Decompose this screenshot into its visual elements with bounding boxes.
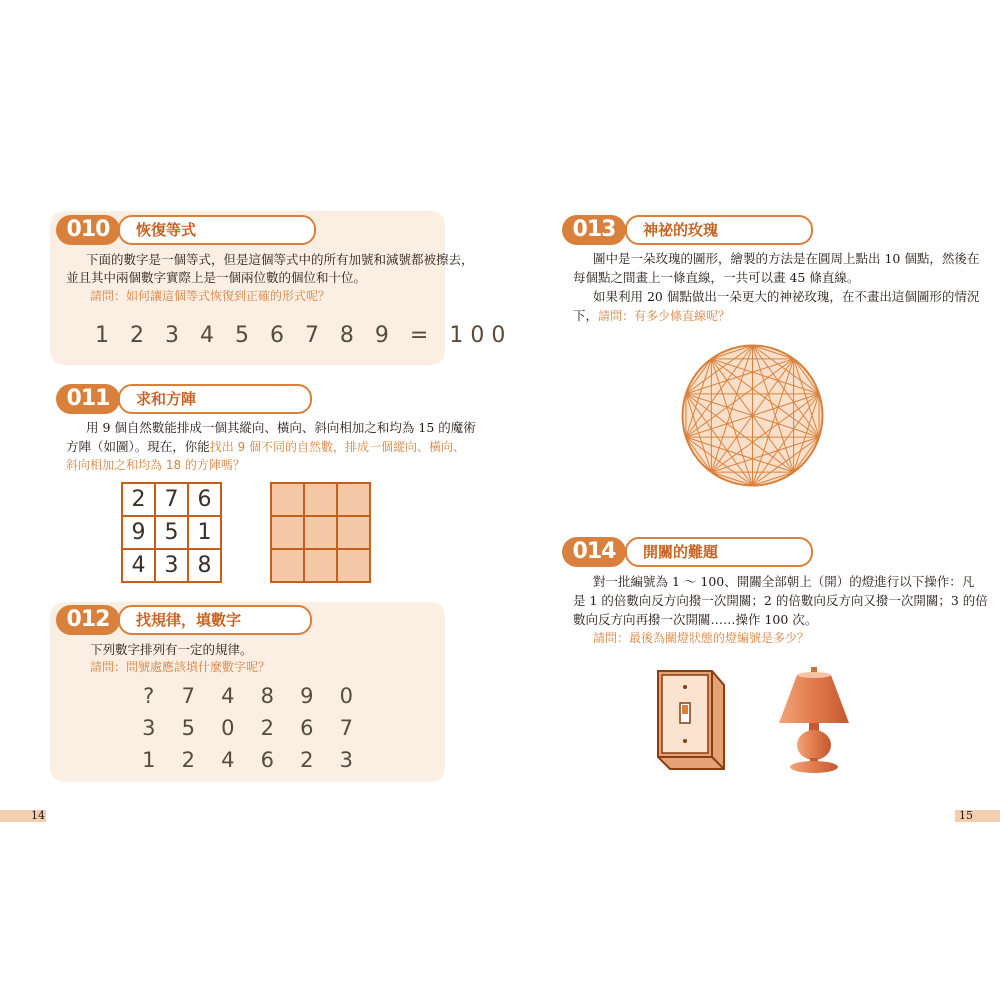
empty-cell (304, 483, 337, 516)
sequence-row (129, 748, 366, 772)
puzzle-011-question-a: 找出 9 個不同的自然數，排成一個縱向、橫向、 (209, 440, 466, 454)
empty-cell (271, 483, 304, 516)
puzzle-010-text-line2: 並且其中兩個數字實際上是一個兩位數的個位和十位。 (66, 270, 367, 285)
puzzle-010-text-line1: 下面的數字是一個等式，但是這個等式中的所有加號和減號都被擦去， (86, 252, 474, 267)
puzzle-013-text-line3: 如果利用 20 個點做出一朵更大的神祕玫瑰，在不畫出這個圖形的情況 (593, 289, 980, 304)
magic-square-cell: 6 (188, 483, 221, 516)
puzzle-011-title: 求和方陣 (118, 384, 312, 414)
right-page-number (955, 810, 1000, 822)
magic-square-cell: 8 (188, 549, 221, 582)
magic-square-cell: 3 (155, 549, 188, 582)
sequence-cell: 2 (260, 716, 274, 740)
puzzle-011-text-line2-a: 方陣（如圖）。現在，你能 (66, 439, 210, 454)
sequence-row (129, 684, 366, 708)
magic-square-cell: 2 (122, 483, 155, 516)
magic-square-example (121, 482, 222, 583)
empty-cell (304, 549, 337, 582)
magic-square-row (122, 549, 221, 582)
sequence-cell: 5 (181, 716, 195, 740)
puzzle-013-text-line2: 每個點之間畫上一條直線，一共可以畫 45 條直線。 (573, 270, 860, 285)
empty-cell (271, 549, 304, 582)
sequence-cell: 7 (181, 684, 195, 708)
magic-square-cell: 7 (155, 483, 188, 516)
sequence-cell: 0 (339, 684, 353, 708)
puzzle-013-question: 請問：有多少條直線呢？ (598, 309, 731, 323)
sequence-cell: 1 (142, 748, 156, 772)
sequence-cell: ? (143, 684, 155, 708)
sequence-cell: 3 (142, 716, 156, 740)
magic-square-cell: 5 (155, 516, 188, 549)
sequence-cell: 2 (300, 748, 314, 772)
puzzle-011-question-b: 斜向相加之和均為 18 的方陣嗎？ (66, 458, 245, 472)
puzzle-010-equation: 1 2 3 4 5 6 7 8 9 = 100 (95, 323, 513, 348)
magic-square-cell: 9 (122, 516, 155, 549)
left-page-number-text: 14 (31, 809, 45, 822)
puzzle-012-text-line1: 下列數字排列有一定的規律。 (90, 642, 253, 657)
puzzle-011-text-line2 (66, 437, 465, 457)
table-lamp-icon (775, 665, 855, 775)
empty-cell (337, 483, 370, 516)
sequence-cell: 3 (339, 748, 353, 772)
puzzle-011-number-badge: 011 (56, 384, 120, 414)
sequence-cell: 4 (221, 684, 235, 708)
empty-square-grid (270, 482, 371, 583)
puzzle-013-number-badge: 013 (562, 215, 626, 245)
sequence-cell: 9 (300, 684, 314, 708)
light-switch-icon (650, 665, 730, 775)
rose-diagram (680, 343, 825, 488)
puzzle-010-title: 恢復等式 (118, 215, 316, 245)
empty-cell (271, 516, 304, 549)
puzzle-012-question: 請問：問號處應該填什麼數字呢？ (90, 660, 271, 674)
sequence-cell: 8 (260, 684, 274, 708)
puzzle-014-text-line1: 對一批編號為 1 ～ 100、開關全部朝上（開）的燈進行以下操作：凡 (593, 574, 975, 589)
sequence-cell: 4 (221, 748, 235, 772)
puzzle-013-title: 神祕的玫瑰 (625, 215, 813, 245)
empty-cell (304, 516, 337, 549)
sequence-cell: 0 (221, 716, 235, 740)
sequence-cell: 6 (260, 748, 274, 772)
puzzle-010-question: 請問：如何讓這個等式恢復到正確的形式呢？ (90, 289, 331, 303)
puzzle-013-text-line4-a: 下， (573, 308, 599, 323)
puzzle-013-text-line4 (573, 306, 730, 326)
puzzle-013-text-line1: 圖中是一朵玫瑰的圖形，繪製的方法是在圓周上點出 10 個點，然後在 (593, 251, 980, 266)
magic-square-row (122, 516, 221, 549)
puzzle-014-text-line3: 數向反方向再撥一次開關……操作 100 次。 (573, 612, 818, 627)
magic-square-row (122, 483, 221, 516)
sequence-cell: 6 (300, 716, 314, 740)
empty-cell (337, 516, 370, 549)
sequence-cell: 7 (339, 716, 353, 740)
left-page-number (0, 810, 46, 822)
sequence-row (129, 716, 366, 740)
sequence-cell: 2 (181, 748, 195, 772)
magic-square-cell: 1 (188, 516, 221, 549)
puzzle-012-title: 找規律，填數字 (118, 605, 312, 635)
puzzle-014-number-badge: 014 (562, 537, 626, 567)
puzzle-014-title: 開關的難題 (625, 537, 813, 567)
puzzle-012-number-badge: 012 (56, 605, 120, 635)
right-page-number-text: 15 (959, 809, 973, 822)
puzzle-014-text-line2: 是 1 的倍數向反方向撥一次開關；2 的倍數向反方向又撥一次開關；3 的倍 (573, 593, 988, 608)
puzzle-011-text-line1: 用 9 個自然數能排成一個其縱向、橫向、斜向相加之和均為 15 的魔術 (86, 420, 476, 435)
magic-square-cell: 4 (122, 549, 155, 582)
puzzle-010-number-badge: 010 (56, 215, 120, 245)
puzzle-014-question: 請問：最後為關燈狀態的燈編號是多少？ (593, 631, 810, 645)
empty-cell (337, 549, 370, 582)
